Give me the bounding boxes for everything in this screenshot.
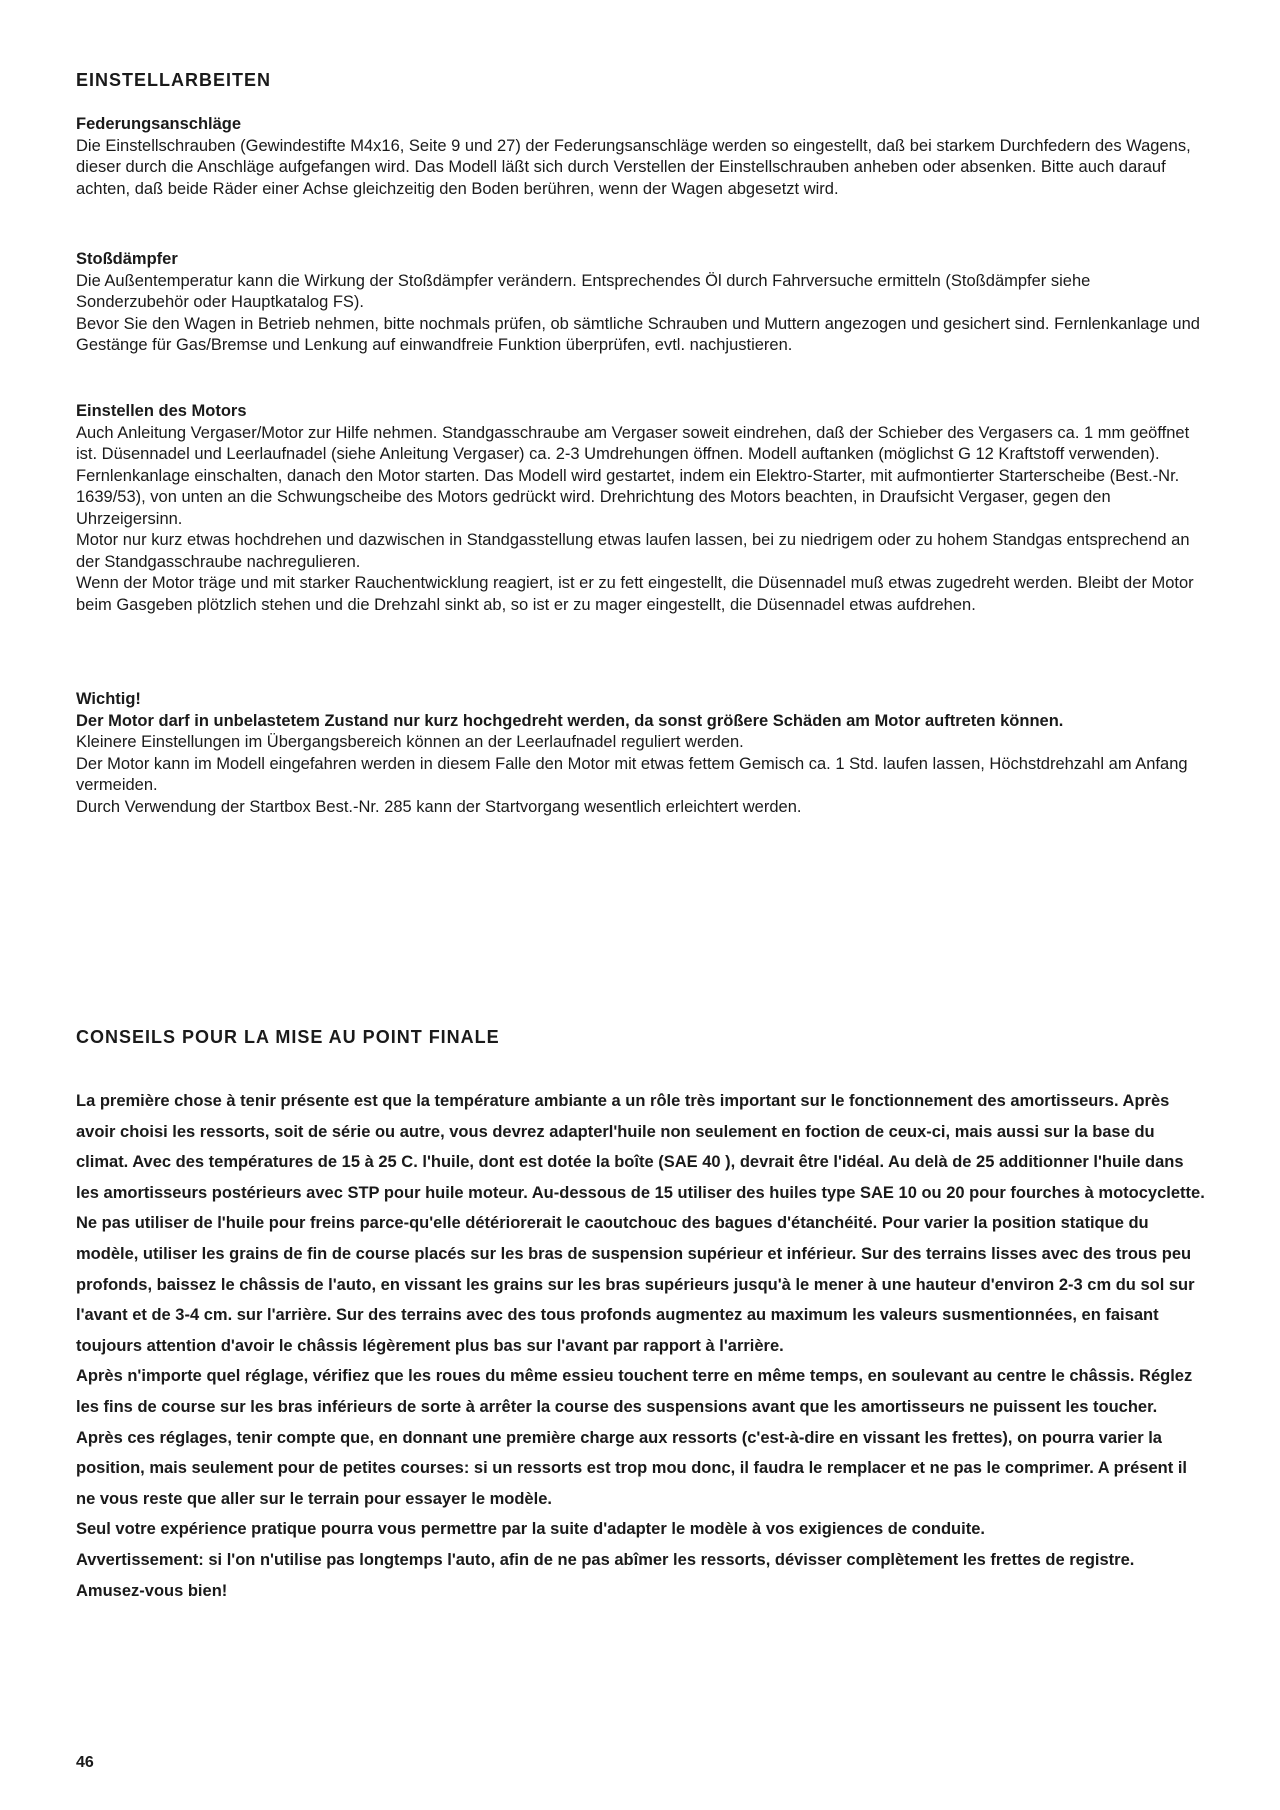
wichtig-warning: Der Motor darf in unbelastetem Zustand nur kurz hochgedreht werden, da sonst größere Schäden am Motor auftreten können. — [76, 711, 1064, 730]
page-number: 46 — [76, 1754, 94, 1771]
heading-conseils: CONSEILS POUR LA MISE AU POINT FINALE — [76, 1027, 500, 1047]
section-title-motor: Einstellen des Motors — [76, 402, 247, 420]
fr-paragraph: Avvertissement: si l'on n'utilise pas longtemps l'auto, afin de ne pas abîmer les ressorts, dévisser complètement les frettes de registre. — [76, 1550, 1135, 1569]
section-stossdaempfer — [76, 249, 1206, 357]
section-einstellen-motor — [76, 401, 1206, 616]
federung-text: Die Einstellschrauben (Gewindestifte M4x16, Seite 9 und 27) der Federungsanschläge werden so eingestellt, daß bei starkem Durchfedern des Wagens, dieser durch die Anschläge aufgefangen wird. Das Modell läßt sich durch Verstellen der Einstellschrauben anheben oder absenken. Bitte auch darauf achten, daß beide Räder einer Achse gleichzeitig den Boden berühren, wenn der Wagen abgesetzt wird. — [76, 136, 1191, 198]
wichtig-paragraph: Kleinere Einstellungen im Übergangsbereich können an der Leerlaufnadel reguliert werden. — [76, 733, 744, 751]
fr-paragraph: Après ces réglages, tenir compte que, en donnant une première charge aux ressorts (c'est-à-dire en vissant les frettes), on pourra varier la position, mais seulement pour de petites courses: si un ressorts est trop mou donc, il faudra le remplacer et ne pas le comprimer. A présent il ne vous reste que aller sur le terrain pour essayer le modèle. — [76, 1428, 1188, 1508]
fr-paragraph: La première chose à tenir présente est que la température ambiante a un rôle très important sur le fonctionnement des amortisseurs. Après avoir choisi les ressorts, soit de série ou autre, vous devrez adapterl'huile non seulement en foction de ceux-ci, mais aussi sur la base du climat. Avec des températures de 15 à 25 C. l'huile, dont est dotée la boîte (SAE 40 ), devrait être l'idéal. Au delà de 25 additionner l'huile dans les amortisseurs postérieurs avec STP pour huile moteur. Au-dessous de 15 utiliser des huiles type SAE 10 ou 20 pour fourches à motocyclette. Ne pas utiliser de l'huile pour freins parce-qu'elle détériorerait le caoutchouc des bagues d'étanchéité. Pour varier la position statique du modèle, utiliser les grains de fin de course placés sur les bras de suspension supérieur et inférieur. Sur des terrains lisses avec des trous peu profonds, baissez le châssis de l'auto, en vissant les grains sur les bras supérieurs jusqu'à le mener à une hauteur d'environ 2-3 cm du sol sur l'avant et de 3-4 cm. sur l'arrière. Sur des terrains avec des tous profonds augmentez au maximum les valeurs susmentionnées, en faisant toujours attention d'avoir le châssis légèrement plus bas sur l'avant par rapport à l'arrière. — [76, 1092, 1205, 1355]
motor-paragraph: Fernlenkanlage einschalten, danach den Motor starten. Das Modell wird gestartet, indem ein Elektro-Starter, mit aufmontierter Starterscheibe (Best.-Nr. 1639/53), von unten an die Schwungscheibe des Motors gedrückt wird. Drehrichtung des Motors beachten, in Draufsicht Vergaser, gegen den Uhrzeigersinn. — [76, 466, 1180, 528]
section-federungsanschlaege — [76, 114, 1206, 200]
fr-paragraph: Après n'importe quel réglage, vérifiez que les roues du même essieu touchent terre en même temps, en soulevant au centre le châssis. Réglez les fins de course sur les bras inférieurs de sorte à arrêter la course des suspensions avant que les amortisseurs ne puissent les toucher. — [76, 1367, 1193, 1416]
stossdaempfer-paragraph: Die Außentemperatur kann die Wirkung der Stoßdämpfer verändern. Entsprechendes Öl durch Fahrversuche ermitteln (Stoßdämpfer siehe Sonderzubehör oder Hauptkatalog FS). — [76, 271, 1091, 311]
motor-paragraph: Wenn der Motor träge und mit starker Rauchentwicklung reagiert, ist er zu fett eingestellt, die Düsennadel muß etwas zugedreht werden. Bleibt der Motor beim Gasgeben plötzlich stehen und die Drehzahl sinkt ab, so ist er zu mager eingestellt, die Düsennadel etwas aufdrehen. — [76, 574, 1194, 614]
section-title-stossdaempfer: Stoßdämpfer — [76, 250, 178, 268]
fr-paragraph: Amusez-vous bien! — [76, 1581, 228, 1600]
wichtig-paragraph: Durch Verwendung der Startbox Best.-Nr. 285 kann der Startvorgang wesentlich erleichtert werden. — [76, 797, 802, 816]
fr-paragraph: Seul votre expérience pratique pourra vous permettre par la suite d'adapter le modèle à vos exigiences de conduite. — [76, 1520, 985, 1539]
section-wichtig — [76, 689, 1206, 818]
heading-einstellarbeiten: EINSTELLARBEITEN — [76, 70, 272, 90]
motor-paragraph: Auch Anleitung Vergaser/Motor zur Hilfe nehmen. Standgasschraube am Vergaser soweit eindrehen, daß der Schieber des Vergasers ca. 1 mm geöffnet ist. Düsennadel und Leerlaufnadel (siehe Anleitung Vergaser) ca. 2-3 Umdrehungen öffnen. Modell auftanken (möglichst G 12 Kraftstoff verwenden). — [76, 423, 1190, 463]
section-title-federung: Federungsanschläge — [76, 115, 242, 133]
wichtig-paragraph: Der Motor kann im Modell eingefahren werden in diesem Falle den Motor mit etwas fettem Gemisch ca. 1 Std. laufen lassen, Höchstdrehzahl am Anfang vermeiden. — [76, 754, 1188, 794]
section-title-wichtig: Wichtig! — [76, 690, 141, 708]
stossdaempfer-paragraph: Bevor Sie den Wagen in Betrieb nehmen, bitte nochmals prüfen, ob sämtliche Schrauben und Muttern angezogen und gesichert sind. Fernlenkanlage und Gestänge für Gas/Bremse und Lenkung auf einwandfreie Funktion überprüfen, evtl. nachjustieren. — [76, 314, 1200, 354]
section-conseils-text — [76, 1086, 1206, 1606]
motor-paragraph: Motor nur kurz etwas hochdrehen und dazwischen in Standgasstellung etwas laufen lassen, bei zu niedrigem oder zu hohem Standgas entsprechend an der Standgasschraube nachregulieren. — [76, 531, 1190, 571]
